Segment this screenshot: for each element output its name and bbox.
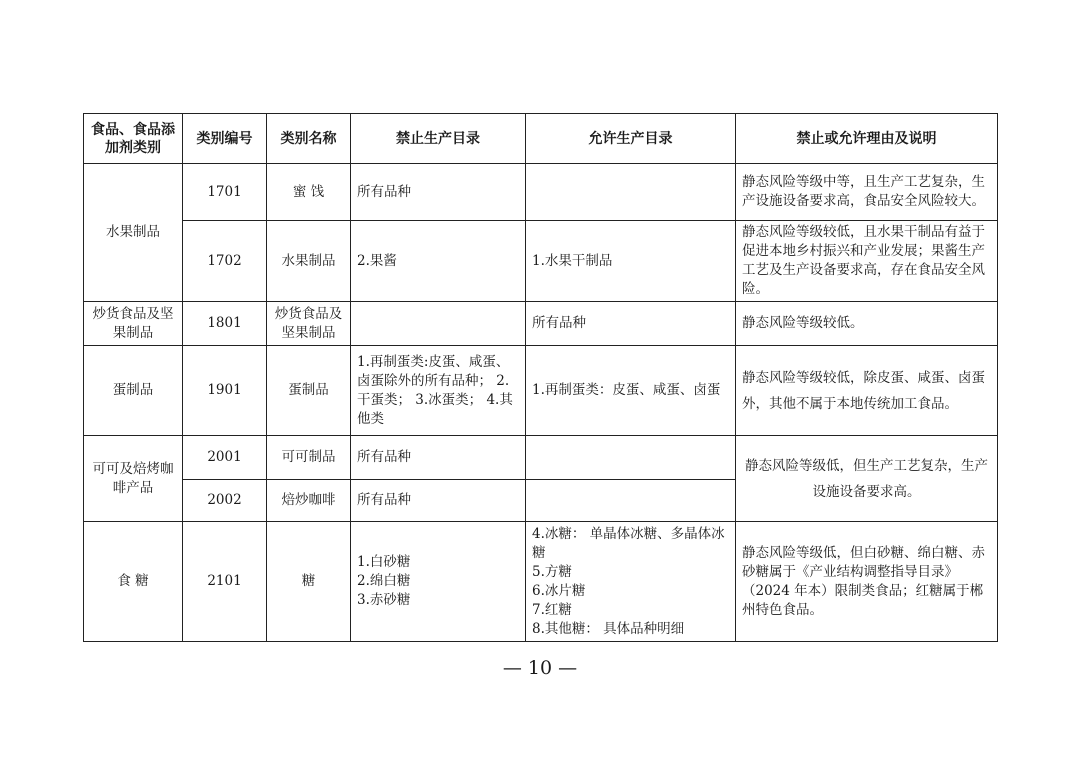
category-cell: 水果制品 xyxy=(84,164,183,302)
allowed-cell: 1.再制蛋类：皮蛋、咸蛋、卤蛋 xyxy=(526,346,736,436)
allowed-cell xyxy=(526,522,736,642)
name-cell: 炒货食品及坚果制品 xyxy=(267,302,351,346)
name-cell: 蛋制品 xyxy=(267,346,351,436)
forbidden-cell xyxy=(351,522,526,642)
forbidden-cell: 1.再制蛋类:皮蛋、咸蛋、卤蛋除外的所有品种； 2.干蛋类； 3.冰蛋类； 4.其他类 xyxy=(351,346,526,436)
header-forbidden: 禁止生产目录 xyxy=(351,114,526,164)
allowed-item: 7.红糖 xyxy=(532,601,572,618)
category-cell: 蛋制品 xyxy=(84,346,183,436)
code-cell: 2101 xyxy=(183,522,267,642)
reason-cell: 静态风险等级低，但生产工艺复杂，生产设施设备要求高。 xyxy=(736,436,998,522)
table-row xyxy=(84,346,998,436)
table-row xyxy=(84,522,998,642)
code-cell: 1801 xyxy=(183,302,267,346)
forbidden-item: 3.赤砂糖 xyxy=(357,592,411,608)
forbidden-cell: 所有品种 xyxy=(351,164,526,221)
page-number: — 10 — xyxy=(502,657,578,679)
code-cell: 2001 xyxy=(183,436,267,480)
allowed-item: 5.方糖 xyxy=(532,563,572,580)
code-cell: 1702 xyxy=(183,221,267,302)
category-cell: 食 糖 xyxy=(84,522,183,642)
allowed-cell: 1.水果干制品 xyxy=(526,221,736,302)
allowed-cell xyxy=(526,436,736,480)
table-row xyxy=(84,164,998,221)
forbidden-cell: 所有品种 xyxy=(351,436,526,480)
header-category: 食品、食品添加剂类别 xyxy=(84,114,183,164)
allowed-item: 4.冰糖： 单晶体冰糖、多晶体冰糖 xyxy=(532,525,725,561)
category-cell: 炒货食品及坚果制品 xyxy=(84,302,183,346)
name-cell: 焙炒咖啡 xyxy=(267,480,351,522)
header-reason: 禁止或允许理由及说明 xyxy=(736,114,998,164)
forbidden-cell xyxy=(351,302,526,346)
name-cell: 糖 xyxy=(267,522,351,642)
allowed-item: 6.冰片糖 xyxy=(532,582,586,599)
code-cell: 2002 xyxy=(183,480,267,522)
allowed-cell: 所有品种 xyxy=(526,302,736,346)
allowed-item: 8.其他糖： 具体品种明细 xyxy=(532,620,685,637)
forbidden-item: 2.绵白糖 xyxy=(357,573,411,589)
name-cell: 可可制品 xyxy=(267,436,351,480)
category-cell: 可可及焙烤咖啡产品 xyxy=(84,436,183,522)
food-production-catalog-table xyxy=(83,113,998,642)
reason-cell: 静态风险等级较低。 xyxy=(736,302,998,346)
code-cell: 1701 xyxy=(183,164,267,221)
forbidden-item: 1.白砂糖 xyxy=(357,554,411,570)
header-name: 类别名称 xyxy=(267,114,351,164)
code-cell: 1901 xyxy=(183,346,267,436)
table-header-row xyxy=(84,114,998,164)
header-code: 类别编号 xyxy=(183,114,267,164)
table-row xyxy=(84,436,998,480)
reason-cell: 静态风险等级中等，且生产工艺复杂，生产设施设备要求高，食品安全风险较大。 xyxy=(736,164,998,221)
header-allowed: 允许生产目录 xyxy=(526,114,736,164)
name-cell: 水果制品 xyxy=(267,221,351,302)
reason-cell: 静态风险等级较低，除皮蛋、咸蛋、卤蛋外，其他不属于本地传统加工食品。 xyxy=(736,346,998,436)
allowed-cell xyxy=(526,480,736,522)
name-cell: 蜜 饯 xyxy=(267,164,351,221)
reason-cell: 静态风险等级较低，且水果干制品有益于促进本地乡村振兴和产业发展；果酱生产工艺及生产设备要求高，存在食品安全风险。 xyxy=(736,221,998,302)
table-row xyxy=(84,302,998,346)
forbidden-cell: 所有品种 xyxy=(351,480,526,522)
allowed-cell xyxy=(526,164,736,221)
table-row xyxy=(84,221,998,302)
reason-cell: 静态风险等级低，但白砂糖、绵白糖、赤砂糖属于《产业结构调整指导目录》（2024 年本）限制类食品；红糖属于郴州特色食品。 xyxy=(736,522,998,642)
forbidden-cell: 2.果酱 xyxy=(351,221,526,302)
